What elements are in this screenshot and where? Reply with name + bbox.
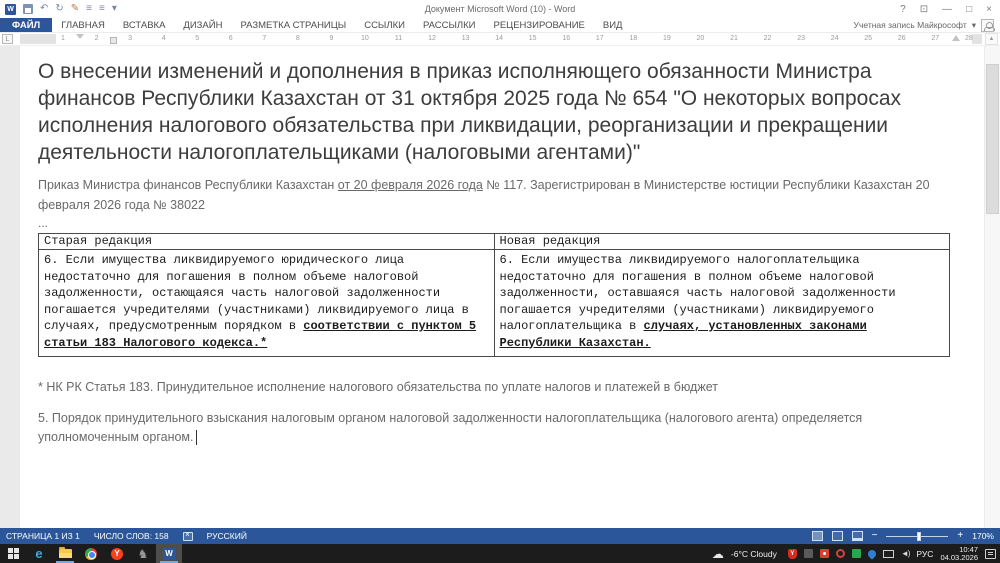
action-center-icon[interactable] (985, 549, 996, 559)
paragraph: 5. Порядок принудительного взыскания налоговым органом налоговой задолженности налогоплательщика (налогового агента) определяется уполномоченным органом. (38, 411, 863, 444)
save-icon[interactable] (23, 4, 33, 14)
page-indicator[interactable]: СТРАНИЦА 1 ИЗ 1 (6, 531, 80, 541)
tray-display-icon[interactable] (883, 550, 894, 558)
old-edition-emphasis: соответствии с пунктом 5 статьи 183 Налогового кодекса.* (44, 319, 477, 350)
title-bar (0, 0, 1000, 18)
zoom-slider-thumb[interactable] (917, 532, 921, 541)
pen-icon[interactable]: ✎ (70, 3, 80, 14)
ellipsis-line: ... (38, 216, 49, 230)
weather-text[interactable]: -6°C Cloudy (730, 548, 777, 559)
read-mode-icon[interactable] (812, 531, 823, 541)
clock-date: 04.03.2026 (940, 552, 978, 562)
taskbar-explorer[interactable] (52, 544, 78, 563)
ribbon-tab-row (0, 18, 1000, 33)
zoom-slider[interactable] (886, 536, 948, 537)
folder-icon (59, 549, 72, 558)
word-count[interactable]: ЧИСЛО СЛОВ: 158 (93, 531, 169, 541)
page-left-gutter (0, 46, 20, 528)
window-controls (900, 4, 1000, 15)
help-button[interactable]: ? (900, 3, 906, 15)
window-title: Документ Microsoft Word (10) - Word (424, 4, 576, 14)
right-indent-marker[interactable] (952, 35, 960, 41)
ribbon-options-button[interactable]: ⊡ (919, 3, 929, 15)
spacing-icon[interactable]: ≡ (86, 3, 93, 14)
print-layout-icon[interactable] (832, 531, 843, 541)
spacing-icon-2[interactable]: ≡ (99, 3, 105, 14)
start-button[interactable] (0, 544, 26, 563)
yandex-icon: Y (111, 548, 123, 560)
edge-icon: e (35, 546, 43, 561)
tab-рассылки[interactable]: РАССЫЛКИ (422, 19, 476, 31)
ribbon-tabs (52, 18, 631, 32)
customize-qat-icon[interactable]: ▾ (111, 3, 117, 14)
clock-time: 10:47 (959, 544, 978, 554)
taskbar-word[interactable] (156, 544, 182, 563)
taskbar-app[interactable] (130, 544, 156, 563)
ruler: L 1 2 3 4 5 6 7 8 9 10 11 12 13 14 15 16 17 18 19 20 21 22 23 24 25 26 27 28 ▲ (0, 33, 1000, 46)
tray-red-icon[interactable] (820, 549, 829, 558)
input-language[interactable]: РУС (916, 548, 934, 559)
proofing-icon[interactable] (183, 532, 193, 541)
word-logo-icon: W (5, 4, 16, 15)
table-header-row (39, 234, 950, 250)
ruler-left-margin (20, 34, 56, 44)
web-layout-icon[interactable] (852, 531, 863, 541)
taskbar-edge[interactable] (26, 544, 52, 563)
status-bar (0, 528, 1000, 544)
status-right (812, 531, 994, 541)
tray-ring-icon[interactable] (836, 549, 845, 558)
word-icon: W (163, 548, 176, 560)
speaker-icon[interactable]: ◄) (900, 549, 910, 558)
document-subtitle: Приказ Министра финансов Республики Казахстан от 20 февраля 2026 года № 117. Зарегистрирован в Министерстве юстиции Республики Казахстан 20 февраля 2026 года № 38022 (38, 178, 930, 212)
account-caret-icon: ▾ (971, 19, 976, 30)
left-indent-marker[interactable] (110, 37, 117, 44)
new-edition-cell: 6. Если имущества ликвидируемого налогоплательщика недостаточно для погашения в полном объеме налоговой задолженности, оставшаяся часть налоговой задолженности погашается учредителями (участниками) ликвидируемого налогоплательщика в случаях, установленных законами Республики Казахстан. (494, 250, 950, 357)
new-edition-emphasis: случаях, установленных законами Республики Казахстан. (499, 319, 867, 350)
comparison-table (38, 233, 950, 357)
zoom-in-button[interactable]: + (957, 530, 964, 541)
avatar[interactable] (981, 19, 994, 32)
table-body-row (39, 250, 950, 357)
taskbar-chrome[interactable] (78, 544, 104, 563)
vertical-scrollbar[interactable] (984, 46, 1000, 528)
tab-вид[interactable]: ВИД (602, 19, 623, 31)
tray-green-icon[interactable] (852, 549, 861, 558)
old-edition-cell: 6. Если имущества ликвидируемого юридического лица недостаточно для погашения в полном объеме налоговой задолженности, остающаяся часть налоговой задолженности погашается учредителями (участниками) ликвидируемого лица в случаях, предусмотренным порядком в соответствии с пунктом 5 статьи 183 Налогового кодекса.* (39, 250, 495, 357)
tab-разметка-страницы[interactable]: РАЗМЕТКА СТРАНИЦЫ (240, 19, 347, 31)
footnote: * НК РК Статья 183. Принудительное исполнение налогового обязательства по уплате налогов и платежей в бюджет (38, 380, 718, 394)
tab-рецензирование[interactable]: РЕЦЕНЗИРОВАНИЕ (493, 19, 585, 31)
restore-button[interactable]: □ (966, 3, 973, 15)
weather-cloud-icon[interactable]: ☁ (711, 546, 724, 561)
tray-pin-icon[interactable] (868, 550, 876, 558)
subtitle-date-link[interactable]: от 20 февраля 2026 года (337, 178, 483, 192)
close-button[interactable]: × (986, 3, 992, 15)
taskbar (0, 544, 1000, 563)
tab-дизайн[interactable]: ДИЗАЙН (183, 19, 223, 31)
account-label: Учетная запись Майкрософт (853, 20, 967, 30)
chrome-icon (85, 548, 97, 560)
first-line-indent-marker[interactable] (76, 34, 84, 39)
redo-icon[interactable]: ↻ (55, 3, 64, 14)
document-heading: О внесении изменений и дополнения в приказ исполняющего обязанности Министра финансов Республики Казахстан от 31 октября 2025 года № 654 "О некоторых вопросах исполнения налогового обязательства при ликвидации, реорганизации и прекращении деятельности налогоплательщиками (налоговыми агентами)" (38, 60, 902, 164)
document-area (0, 46, 1000, 528)
scroll-up-arrow[interactable]: ▲ (985, 33, 998, 45)
tab-ссылки[interactable]: ССЫЛКИ (364, 19, 405, 31)
text-cursor (196, 430, 197, 445)
status-left (6, 531, 247, 541)
tab-selector[interactable]: L (2, 34, 13, 44)
scrollbar-thumb[interactable] (986, 64, 999, 214)
tab-file[interactable]: ФАЙЛ (0, 18, 52, 32)
tray-shield-icon[interactable]: Y (788, 549, 797, 559)
page-content (38, 58, 950, 447)
clock[interactable] (940, 546, 978, 562)
knight-app-icon: ♞ (137, 546, 149, 561)
taskbar-yandex[interactable] (104, 544, 130, 563)
zoom-level[interactable]: 170% (972, 531, 994, 541)
tray-dark-icon[interactable] (804, 549, 813, 558)
minimize-button[interactable]: — (942, 3, 953, 15)
language-indicator[interactable]: РУССКИЙ (206, 531, 247, 541)
zoom-out-button[interactable]: − (871, 530, 878, 541)
system-tray (712, 546, 1000, 562)
ruler-right-margin (972, 34, 982, 44)
tab-вставка[interactable]: ВСТАВКА (122, 19, 166, 31)
undo-icon[interactable]: ↶ (40, 3, 49, 14)
windows-logo-icon (8, 548, 19, 559)
tab-главная[interactable]: ГЛАВНАЯ (61, 19, 105, 31)
new-edition-header: Новая редакция (494, 234, 950, 250)
old-edition-header: Старая редакция (39, 234, 495, 250)
quick-access-toolbar (0, 0, 117, 18)
account-area[interactable] (854, 18, 1000, 32)
